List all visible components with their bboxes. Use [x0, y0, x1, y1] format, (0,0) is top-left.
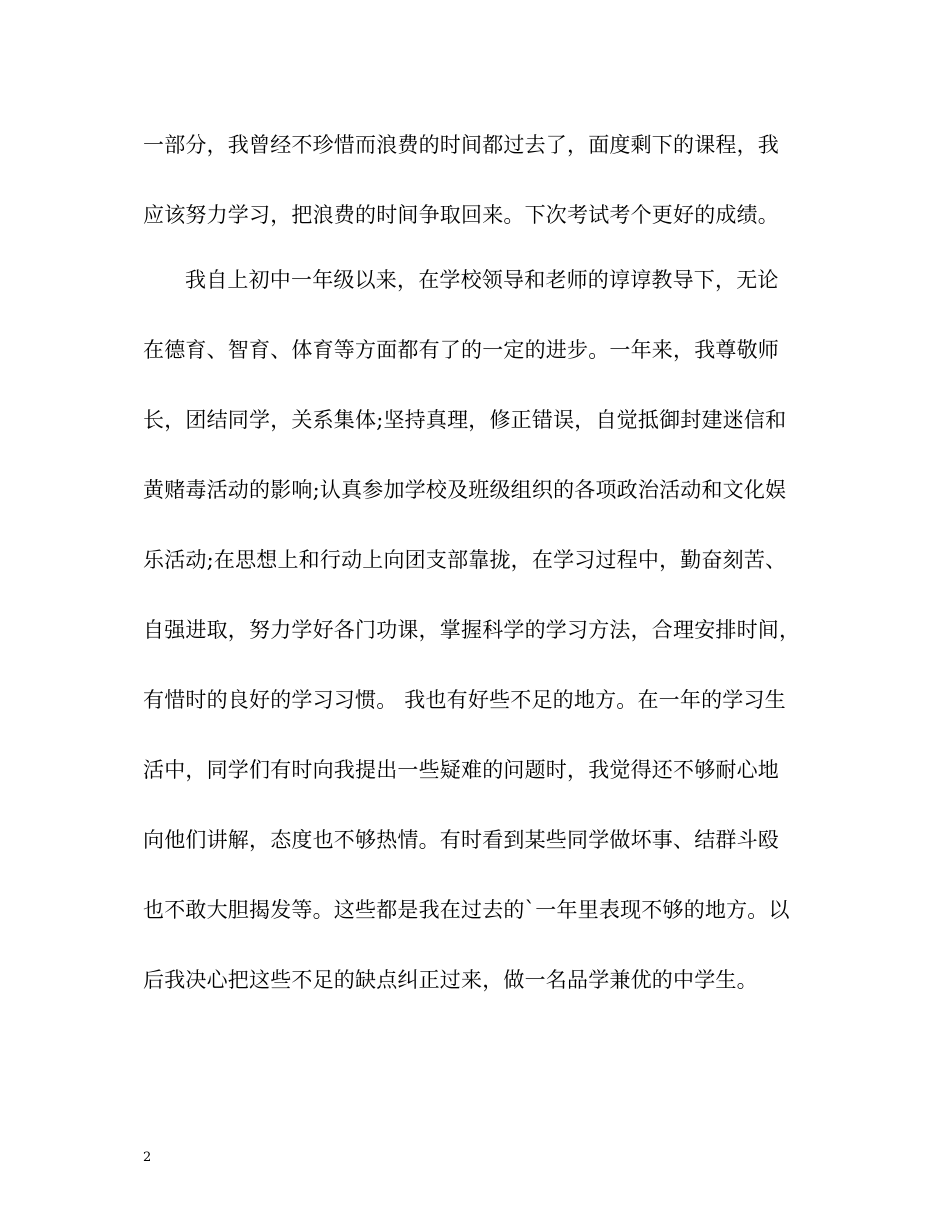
text-line: 有惜时的良好的学习习惯。 我也有好些不足的地方。在一年的学习生 [143, 688, 786, 712]
text-line: 自强进取，努力学好各门功课，掌握科学的学习方法，合理安排时间， [143, 618, 801, 642]
text-line: 一部分，我曾经不珍惜而浪费的时间都过去了，面度剩下的课程，我 [143, 133, 779, 157]
text-line: 在德育、智育、体育等方面都有了的一定的进步。一年来，我尊敬师 [143, 338, 779, 362]
text-line: 也不敢大胆揭发等。这些都是我在过去的`一年里表现不够的地方。以 [143, 898, 790, 922]
paragraph-start-line: 我自上初中一年级以来，在学校领导和老师的谆谆教导下，无论 [185, 268, 779, 292]
text-line: 黄赌毒活动的影响;认真参加学校及班级组织的各项政治活动和文化娱 [143, 478, 787, 502]
text-line: 活中，同学们有时向我提出一些疑难的问题时，我觉得还不够耐心地 [143, 758, 779, 782]
text-line: 乐活动;在思想上和行动上向团支部靠拢，在学习过程中，勤奋刻苦、 [143, 548, 787, 572]
text-line: 后我决心把这些不足的缺点纠正过来，做一名品学兼优的中学生。 [143, 968, 758, 992]
page-number: 2 [143, 1150, 152, 1165]
text-line: 应该努力学习，把浪费的时间争取回来。下次考试考个更好的成绩。 [143, 203, 779, 227]
text-line: 向他们讲解，态度也不够热情。有时看到某些同学做坏事、结群斗殴 [143, 828, 779, 852]
text-line: 长，团结同学，关系集体;坚持真理，修正错误，自觉抵御封建迷信和 [143, 408, 787, 432]
